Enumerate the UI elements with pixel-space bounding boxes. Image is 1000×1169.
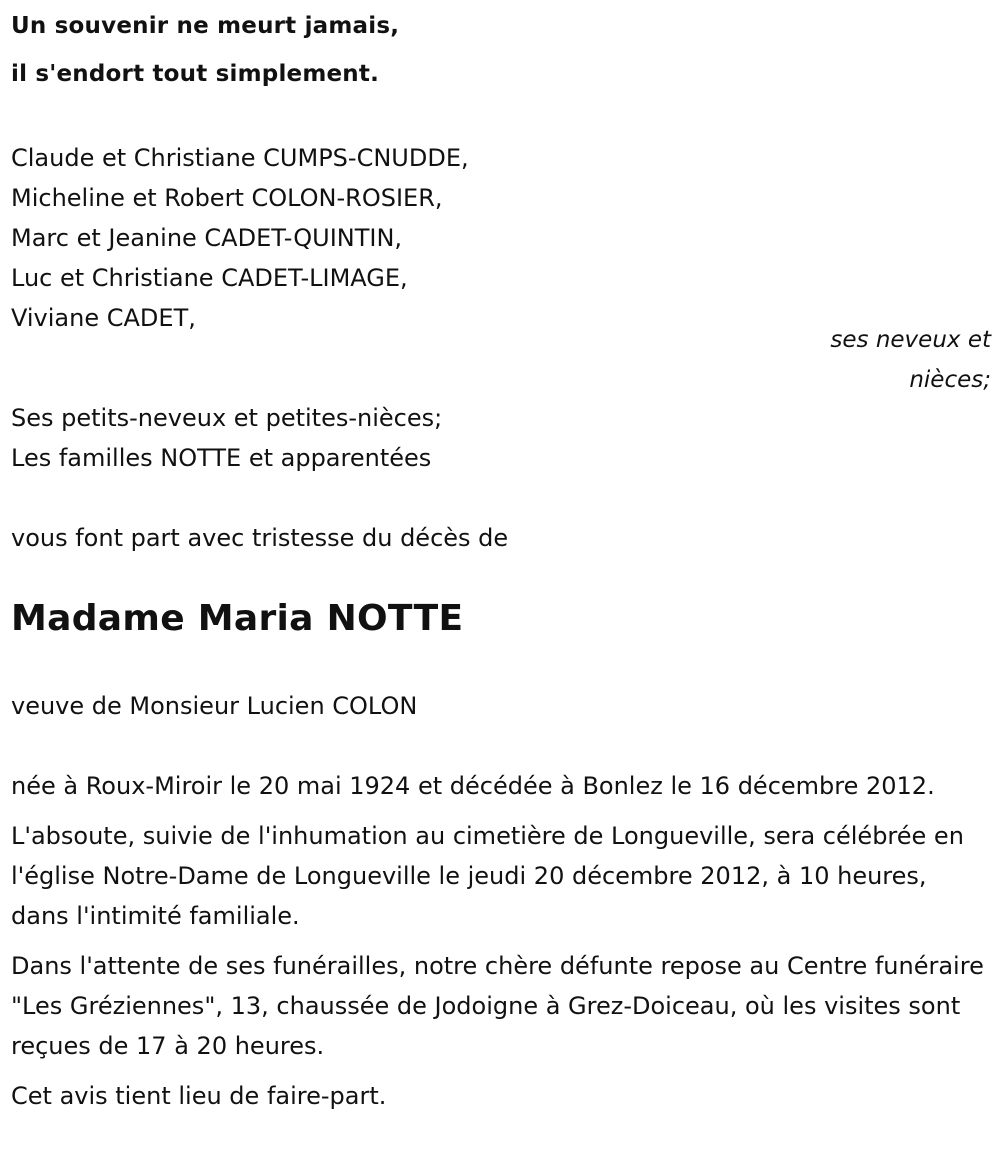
extended-family-list xyxy=(11,398,442,478)
birth-death-paragraph: née à Roux-Miroir le 20 mai 1924 et décédée à Bonlez le 16 décembre 2012. xyxy=(11,772,935,800)
family-member: Micheline et Robert COLON-ROSIER, xyxy=(11,184,443,212)
ceremony-paragraph: L'absoute, suivie de l'inhumation au cimetière de Longueville, sera célébrée en l'église Notre-Dame de Longueville le jeudi 20 décembre 2012, à 10 heures, dans l'intimité familiale. xyxy=(11,822,964,930)
family-member: Marc et Jeanine CADET-QUINTIN, xyxy=(11,224,403,252)
family-member: Claude et Christiane CUMPS-CNUDDE, xyxy=(11,144,469,172)
family-list xyxy=(11,138,469,338)
relation-line-2: nièces; xyxy=(909,367,991,393)
epigraph-line-2: il s'endort tout simplement. xyxy=(11,61,380,87)
closing-paragraph: Cet avis tient lieu de faire-part. xyxy=(11,1082,387,1110)
extended-family-item: Les familles NOTTE et apparentées xyxy=(11,444,432,472)
visitation-paragraph: Dans l'attente de ses funérailles, notre chère défunte repose au Centre funéraire "Les Gréziennes", 13, chaussée de Jodoigne à Grez-Doiceau, où les visites sont reçues de 17 à 20 heures. xyxy=(11,952,984,1060)
relation-label xyxy=(691,320,991,400)
epigraph-line-1: Un souvenir ne meurt jamais, xyxy=(11,13,400,39)
family-member: Luc et Christiane CADET-LIMAGE, xyxy=(11,264,408,292)
family-member: Viviane CADET, xyxy=(11,304,196,332)
deceased-name: Madame Maria NOTTE xyxy=(11,598,464,639)
obituary-details xyxy=(11,766,986,1126)
extended-family-item: Ses petits-neveux et petites-nièces; xyxy=(11,404,443,432)
announcement-text: vous font part avec tristesse du décès de xyxy=(11,524,509,552)
widow-of-text: veuve de Monsieur Lucien COLON xyxy=(11,692,418,720)
relation-line-1: ses neveux et xyxy=(830,327,991,353)
